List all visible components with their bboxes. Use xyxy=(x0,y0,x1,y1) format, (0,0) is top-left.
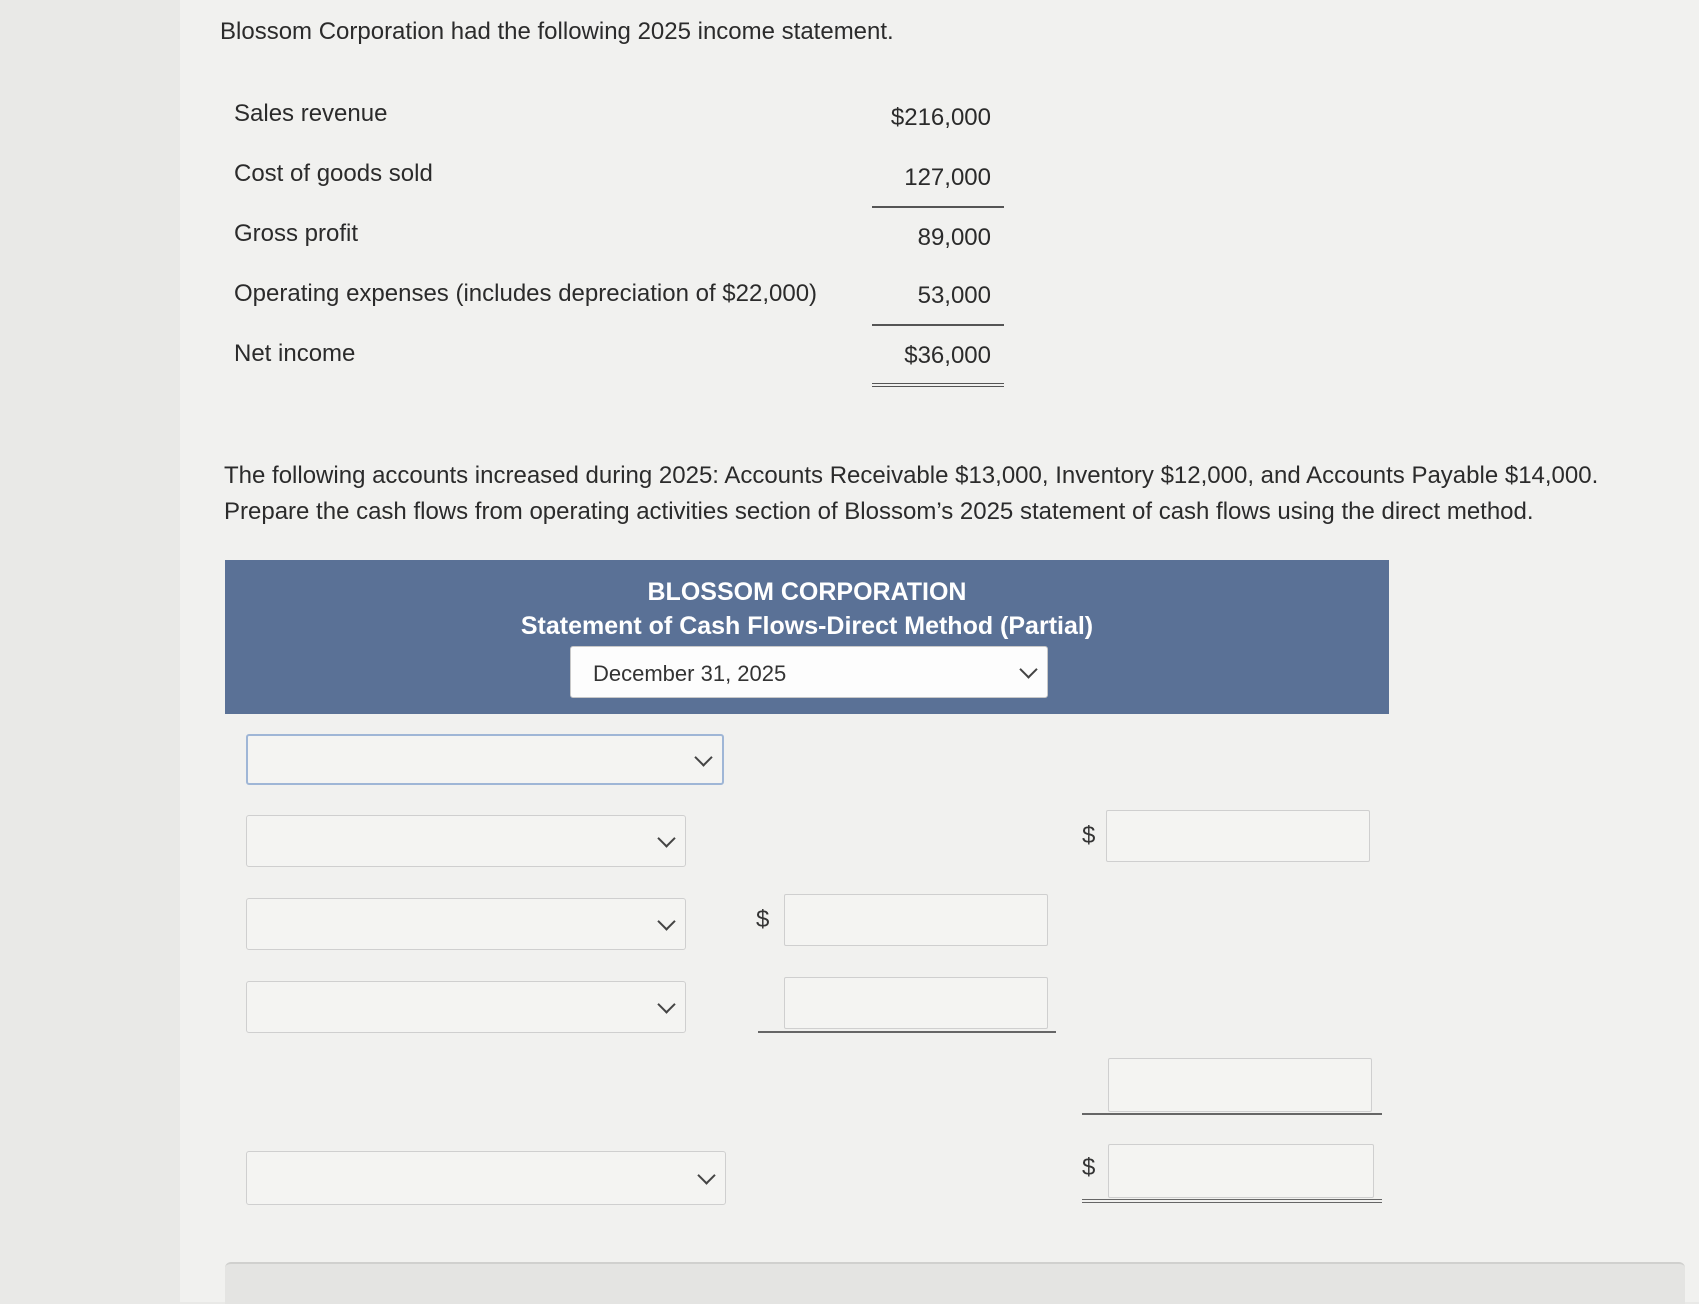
is-label-sales: Sales revenue xyxy=(234,100,388,127)
chevron-down-icon xyxy=(697,1166,715,1184)
company-name: BLOSSOM CORPORATION xyxy=(647,578,967,606)
chevron-down-icon xyxy=(1019,660,1037,678)
line-item-dropdown-3[interactable] xyxy=(246,981,686,1033)
date-dropdown-value: December 31, 2025 xyxy=(593,661,787,686)
subtotal-rule xyxy=(1082,1113,1382,1115)
is-rule xyxy=(872,324,1004,326)
dollar-sign: $ xyxy=(756,906,770,933)
chevron-down-icon xyxy=(657,995,675,1013)
is-amount-cogs: 127,000 xyxy=(904,164,991,191)
is-double-rule xyxy=(872,383,1004,387)
total-double-rule xyxy=(1082,1199,1382,1203)
bottom-panel xyxy=(225,1262,1685,1304)
is-amount-net-income: $36,000 xyxy=(904,342,991,369)
amount-input-3[interactable] xyxy=(784,977,1048,1029)
is-rule xyxy=(872,206,1004,208)
statement-title: Statement of Cash Flows-Direct Method (Partial) xyxy=(520,612,1094,640)
amount-input-2[interactable] xyxy=(784,894,1048,946)
is-label-net-income: Net income xyxy=(234,340,356,367)
line-item-dropdown-1[interactable] xyxy=(246,815,686,867)
is-amount-sales: $216,000 xyxy=(890,104,991,131)
line-item-dropdown-2[interactable] xyxy=(246,898,686,950)
net-cash-dropdown[interactable] xyxy=(246,1151,726,1205)
problem-intro: Blossom Corporation had the following 2025 income statement. xyxy=(220,18,894,45)
chevron-down-icon xyxy=(657,829,675,847)
is-amount-gross-profit: 89,000 xyxy=(917,224,991,251)
is-label-cogs: Cost of goods sold xyxy=(234,160,433,187)
problem-text: The following accounts increased during 2025: Accounts Receivable $13,000, Inventory $12,000, and Accounts Payable $14,000. Prepare the cash flows from operating activities section of Blossom’s 2025 statement of cash flows using the direct method. xyxy=(224,462,1599,525)
is-amount-opex: 53,000 xyxy=(917,282,991,309)
amount-input-4[interactable] xyxy=(1108,1058,1372,1112)
amount-input-1[interactable] xyxy=(1106,810,1370,862)
section-heading-dropdown[interactable] xyxy=(246,734,724,785)
is-label-opex: Operating expenses (includes depreciation of $22,000) xyxy=(234,280,818,307)
subtotal-rule xyxy=(758,1031,1056,1033)
date-dropdown[interactable] xyxy=(570,646,1048,698)
chevron-down-icon xyxy=(694,748,712,766)
chevron-down-icon xyxy=(657,912,675,930)
net-cash-input[interactable] xyxy=(1108,1144,1374,1198)
is-label-gross-profit: Gross profit xyxy=(234,220,359,247)
statement-header xyxy=(225,560,1389,714)
dollar-sign: $ xyxy=(1082,1154,1096,1181)
dollar-sign: $ xyxy=(1082,822,1096,849)
